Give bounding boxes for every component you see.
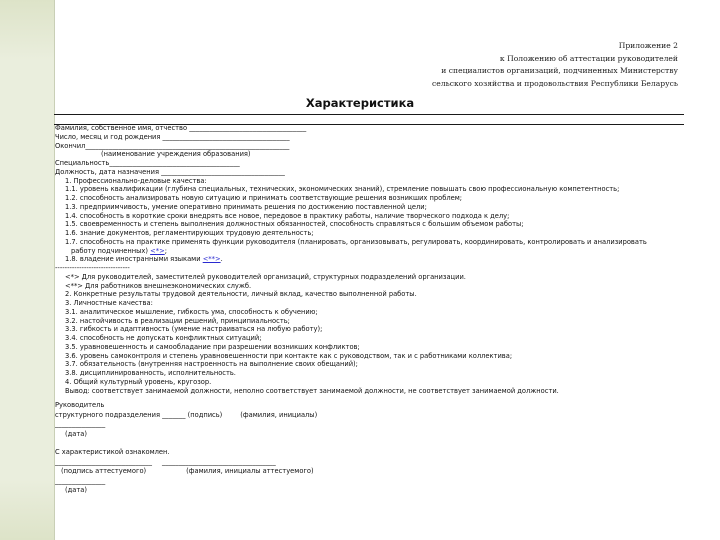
- acquainted-text: С характеристикой ознакомлен.: [55, 448, 170, 456]
- section-1-1: 1.1. уровень квалификации (глубина специальных, технических, экономических знаний), стремление повышать свою профессиональную компетентность;: [65, 185, 620, 194]
- section-3-4: 3.4. способность не допускать конфликтных ситуаций;: [65, 334, 262, 342]
- attestee-name-hint: (фамилия, инициалы аттестуемого): [186, 467, 314, 475]
- section-4: 4. Общий культурный уровень, кругозор.: [65, 377, 212, 386]
- footnote-divider: -------------------------------: [55, 264, 130, 272]
- section-3-1: 3.1. аналитическое мышление, гибкость ума, способность к обучению;: [65, 307, 318, 316]
- title-rule-top: [54, 114, 684, 115]
- footnote-2: <**> Для работников внешнеэкономических служб.: [65, 281, 252, 290]
- footnote-1: <*> Для руководителей, заместителей руководителей организаций, структурных подразделений организации.: [65, 272, 466, 281]
- spacer: [55, 439, 695, 448]
- characteristic-form: [55, 124, 695, 496]
- section-1-8: [55, 255, 695, 264]
- head-dept-signature: структурного подразделения _______ (подпись): [55, 410, 223, 419]
- attestee-signature-hint: (подпись аттестуемого): [61, 467, 147, 475]
- head-date-line: _______________: [55, 420, 106, 429]
- section-1-5: 1.5. своевременность и степень выполнения должностных обязанностей, способность справляться с большим объемом работы;: [65, 220, 524, 229]
- section-1-heading: 1. Профессионально-деловые качества:: [65, 176, 207, 185]
- section-1-7-end: ;: [164, 246, 167, 255]
- section-1-4: 1.4. способность в короткие сроки внедрять все новое, передовое в практику работы, наличие творческого подхода к делу;: [65, 211, 510, 220]
- signature-block: [55, 401, 695, 495]
- section-1-2: 1.2. способность анализировать новую ситуацию и принимать соответствующие решения возникших проблем;: [65, 194, 463, 202]
- field-full-name: Фамилия, собственное имя, отчество ___________________________________: [55, 124, 307, 132]
- attestee-lines: [55, 458, 695, 468]
- head-signature-row: [55, 411, 695, 421]
- attestee-name-line: __________________________________: [161, 457, 276, 466]
- section-3-7: 3.7. обязательность (внутренняя настроенность на выполнение своих обещаний);: [65, 360, 358, 369]
- section-3-2: 3.2. настойчивость в реализации решений, принципиальность;: [65, 316, 290, 325]
- appendix-header: [338, 40, 678, 90]
- field-institution-hint: (наименование учреждения образования): [101, 150, 251, 159]
- section-3-8: 3.8. дисциплинированность, исполнительность.: [65, 369, 236, 377]
- attestee-date-line: _______________: [55, 476, 106, 485]
- field-graduated: Окончил_____________________________________________________________: [55, 141, 290, 150]
- section-1-7: 1.7. способность на практике применять функции руководителя (планировать, организовывать, регулировать, координировать, контролировать и анализировать: [65, 237, 647, 246]
- document-title: Характеристика: [305, 96, 415, 110]
- footnote-link-1[interactable]: <*>: [150, 246, 165, 255]
- section-1-6: 1.6. знание документов, регламентирующих трудовую деятельность;: [65, 229, 314, 237]
- footnote-link-2[interactable]: <**>: [202, 255, 221, 264]
- appendix-line-4: сельского хозяйства и продовольствия Республики Беларусь: [432, 78, 678, 88]
- field-position: Должность, дата назначения _____________________________________: [55, 167, 285, 176]
- attestee-hints: [55, 467, 695, 477]
- section-3-5: 3.5. уравновешенность и самообладание при разрешении возникших конфликтов;: [65, 342, 360, 351]
- section-3-3: 3.3. гибкость и адаптивность (умение настраиваться на любую работу);: [65, 325, 323, 334]
- head-date-hint: (дата): [65, 429, 87, 438]
- section-1-7-text: работу подчиненных): [71, 246, 151, 255]
- attestee-signature-line: _____________________________: [55, 457, 152, 466]
- head-title: Руководитель: [55, 401, 105, 410]
- section-1-8-text: 1.8. владение иностранными языками: [65, 255, 203, 264]
- section-1-8-end: .: [220, 255, 223, 264]
- section-3-6: 3.6. уровень самоконтроля и степень уравновешенности при контакте как с руководством, так и с работниками коллектива;: [65, 351, 513, 360]
- appendix-line-2: к Положению об аттестации руководителей: [499, 53, 678, 63]
- appendix-line-3: и специалистов организаций, подчиненных Министерству: [441, 66, 678, 76]
- attestee-date-hint: (дата): [65, 486, 87, 494]
- field-specialty: Специальность_______________________________________: [55, 159, 240, 167]
- appendix-line-1: Приложение 2: [618, 41, 678, 50]
- section-1-3: 1.3. предприимчивость, умение оперативно принимать решения по достижению поставленной цели;: [65, 202, 427, 211]
- section-2: 2. Конкретные результаты трудовой деятельности, личный вклад, качество выполненной работы.: [65, 290, 417, 299]
- field-birth-date: Число, месяц и год рождения ______________________________________: [55, 132, 290, 141]
- head-name-hint: (фамилия, инициалы): [240, 410, 318, 419]
- conclusion: Вывод: соответствует занимаемой должности, неполно соответствует занимаемой должности, не соответствует занимаемой должности.: [65, 386, 559, 395]
- section-3-heading: 3. Личностные качества:: [65, 299, 153, 307]
- section-1-7-continued: [55, 247, 695, 256]
- slide-side-panel: [0, 0, 55, 540]
